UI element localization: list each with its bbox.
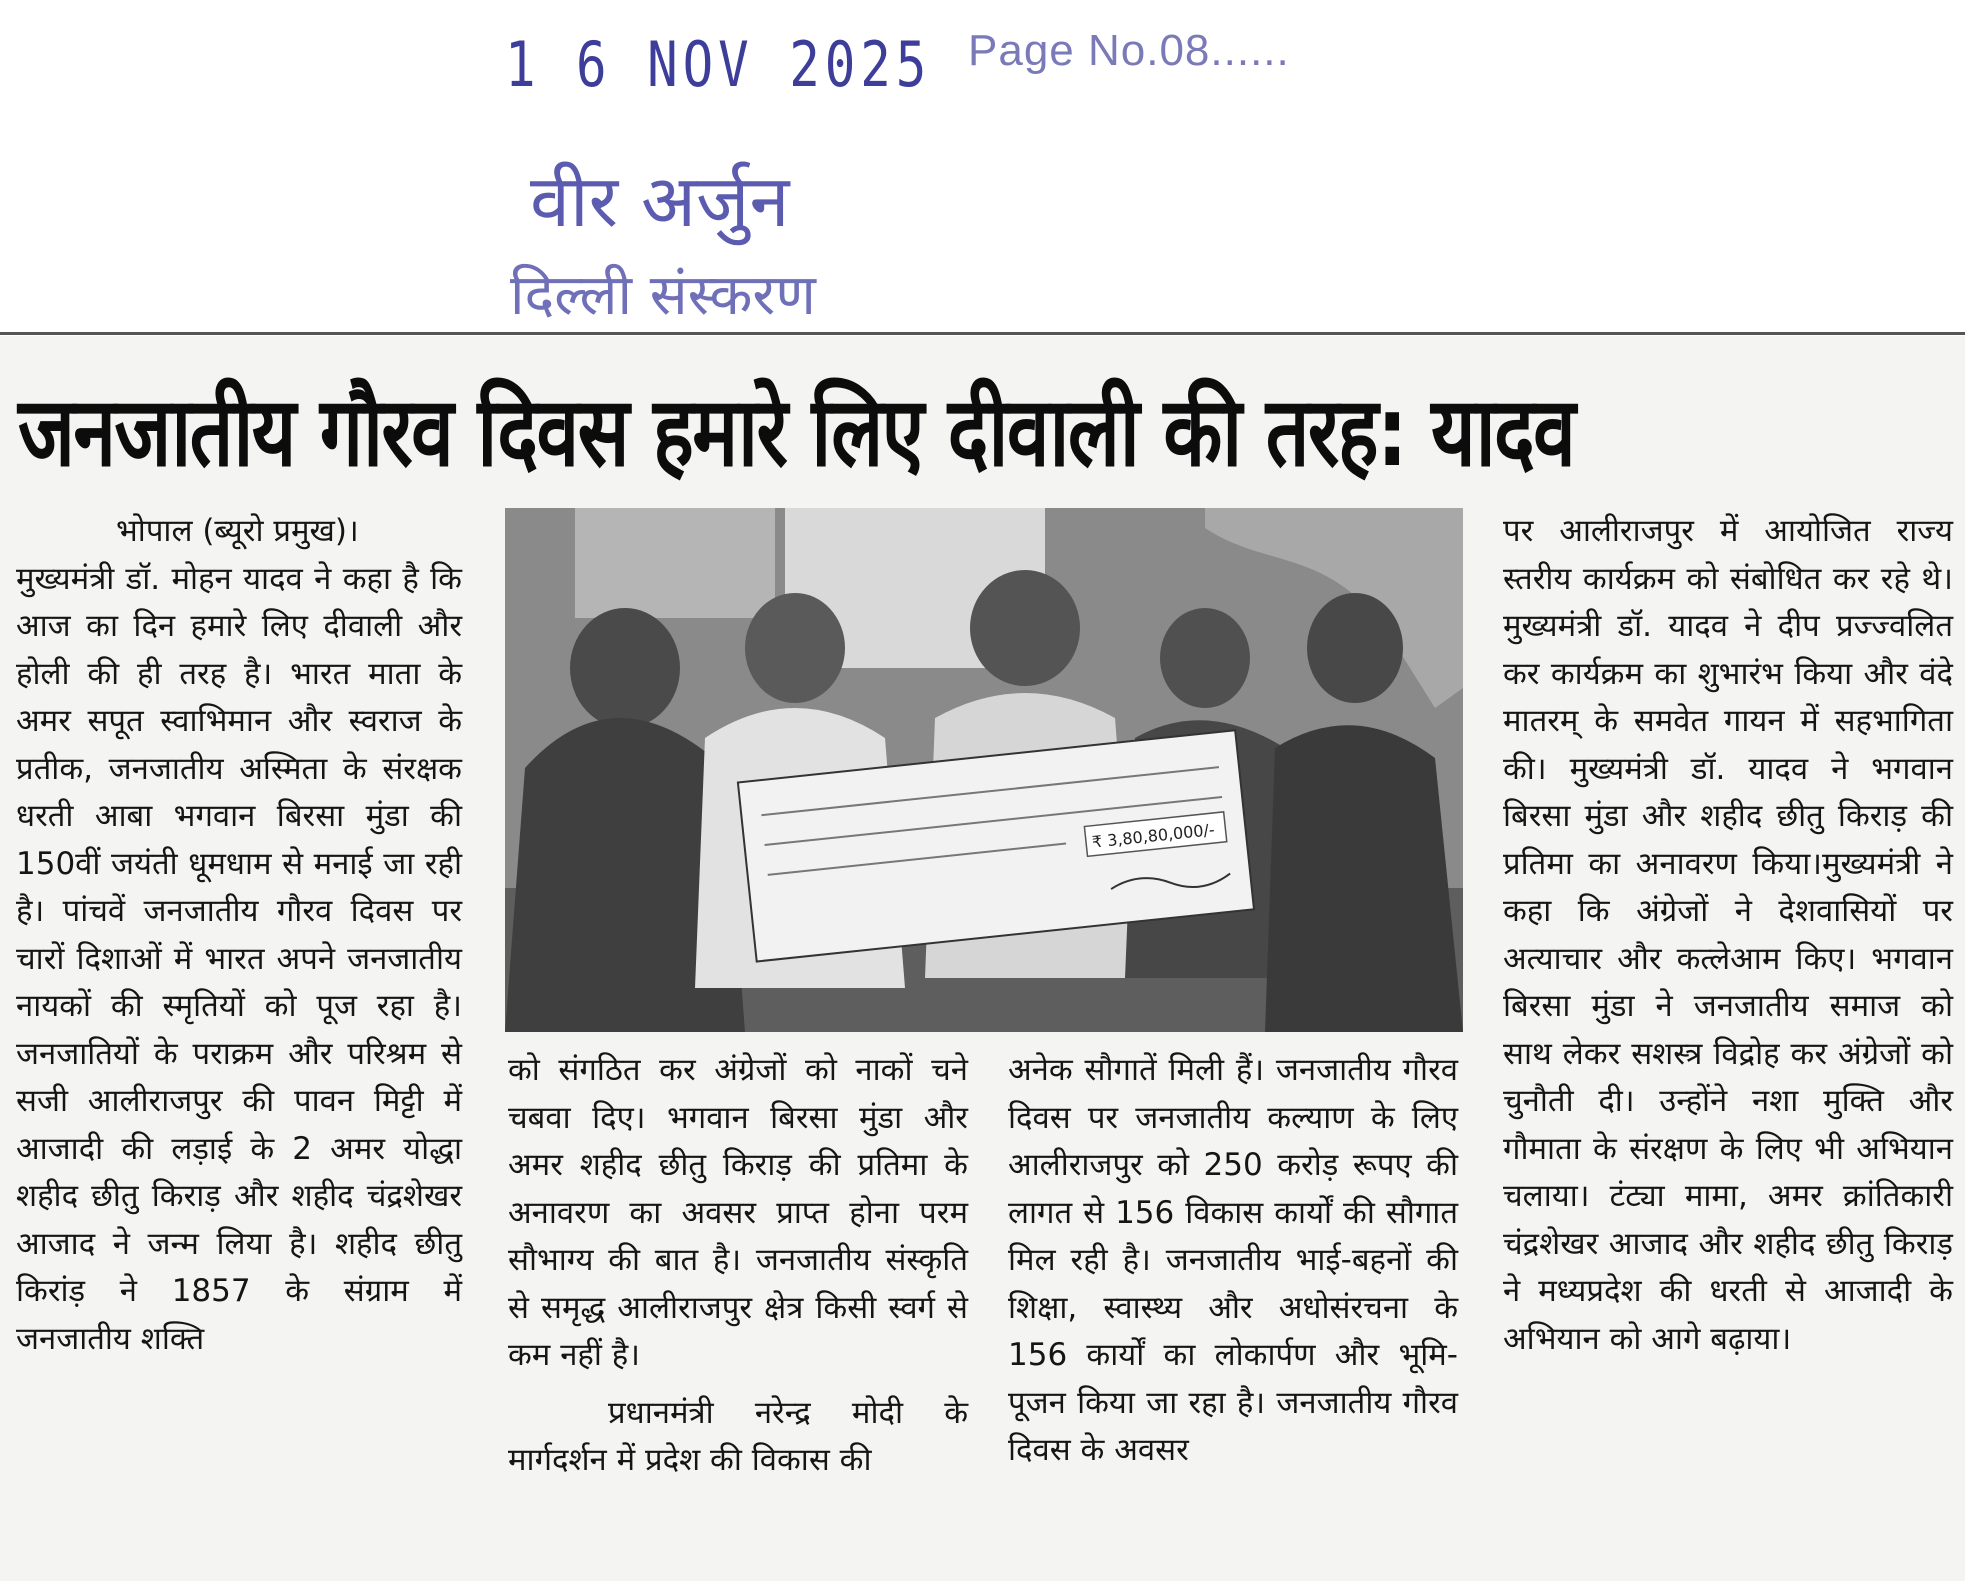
article-column-2-para-1: को संगठित कर अंग्रेजों को नाकों चने चबवा दिए। भगवान बिरसा मुंडा और अमर शहीद छीतु किराड़ की प्रतिमा के अनावरण का अवसर प्राप्त होना परम सौभाग्य की बात है। जनजातीय संस्कृति से समृद्ध आलीराजपुर क्षेत्र किसी स्वर्ग से कम नहीं है। <box>508 1052 968 1373</box>
clipping-top-edge <box>0 332 1965 335</box>
article-dateline: भोपाल (ब्यूरो प्रमुख)। <box>116 513 359 549</box>
article-headline: जनजातीय गौरव दिवस हमारे लिए दीवाली की तरह: यादव <box>18 376 1575 488</box>
photo-illustration <box>505 508 1463 1032</box>
stamp-page-number: Page No.08...... <box>968 26 1290 75</box>
article-column-2 <box>508 1047 968 1577</box>
article-column-1 <box>16 508 462 1578</box>
article-column-4-text: पर आलीराजपुर में आयोजित राज्य स्तरीय कार्यक्रम को संबोधित कर रहे थे। मुख्यमंत्री डॉ. यादव ने दीप प्रज्ज्वलित कर कार्यक्रम का शुभारंभ किया और वंदे मातरम् के समवेत गायन में सहभागिता की। मुख्यमंत्री डॉ. यादव ने भगवान बिरसा मुंडा और शहीद छीतु किराड़ की प्रतिमा का अनावरण किया।मुख्यमंत्री ने कहा कि अंग्रेजों ने देशवासियों पर अत्याचार और कत्लेआम किए। भगवान बिरसा मुंडा ने जनजातीय समाज को साथ लेकर सशस्त्र विद्रोह कर अंग्रेजों को चुनौती दी। उन्होंने नशा मुक्ति और गौमाता के संरक्षण के लिए भी अभियान चलाया। टंट्या मामा, अमर क्रांतिकारी चंद्रशेखर आजाद और शहीद छीतु किराड़ ने मध्यप्रदेश की धरती से आजादी के अभियान को आगे बढ़ाया। <box>1503 513 1953 1357</box>
article-photo <box>505 508 1463 1032</box>
cheque-amount: ₹ 3,80,80,000/- <box>1091 819 1216 852</box>
stamp-edition: दिल्ली संस्करण <box>510 263 816 328</box>
article-column-3-text: अनेक सौगातें मिली हैं। जनजातीय गौरव दिवस पर जनजातीय कल्याण के लिए आलीराजपुर को 250 करोड़ रूपए की लागत से 156 विकास कार्यों की सौगात मिल रही है। जनजातीय भाई-बहनों की शिक्षा, स्वास्थ्य और अधोसंरचना के 156 कार्यों का लोकार्पण और भूमि-पूजन किया जा रहा है। जनजातीय गौरव दिवस के अवसर <box>1008 1052 1458 1468</box>
stamp-date: 1 6 NOV 2025 <box>505 28 932 101</box>
article-column-2-para-2: प्रधानमंत्री नरेन्द्र मोदी के मार्गदर्शन में प्रदेश की विकास की <box>508 1394 968 1478</box>
article-column-3 <box>1008 1047 1458 1577</box>
article-column-1-text: मुख्यमंत्री डॉ. मोहन यादव ने कहा है कि आज का दिन हमारे लिए दीवाली और होली की ही तरह है। भारत माता के अमर सपूत स्वाभिमान और स्वराज के प्रतीक, जनजातीय अस्मिता के संरक्षक धरती आबा भगवान बिरसा मुंडा की 150वीं जयंती धूमधाम से मनाई जा रही है। पांचवें जनजातीय गौरव दिवस पर चारों दिशाओं में भारत अपने जनजातीय नायकों की स्मृतियों को पूज रहा है। जनजातियों के पराक्रम और परिश्रम से सजी आलीराजपुर की पावन मिट्टी में आजादी की लड़ाई के 2 अमर योद्धा शहीद छीतु किराड़ और शहीद चंद्रशेखर आजाद ने जन्म लिया है। शहीद छीतु किरांड़ ने 1857 के संग्राम में जनजातीय शक्ति <box>16 560 462 1357</box>
article-column-4 <box>1503 508 1953 1578</box>
stamp-newspaper-name: वीर अर्जुन <box>530 159 790 243</box>
